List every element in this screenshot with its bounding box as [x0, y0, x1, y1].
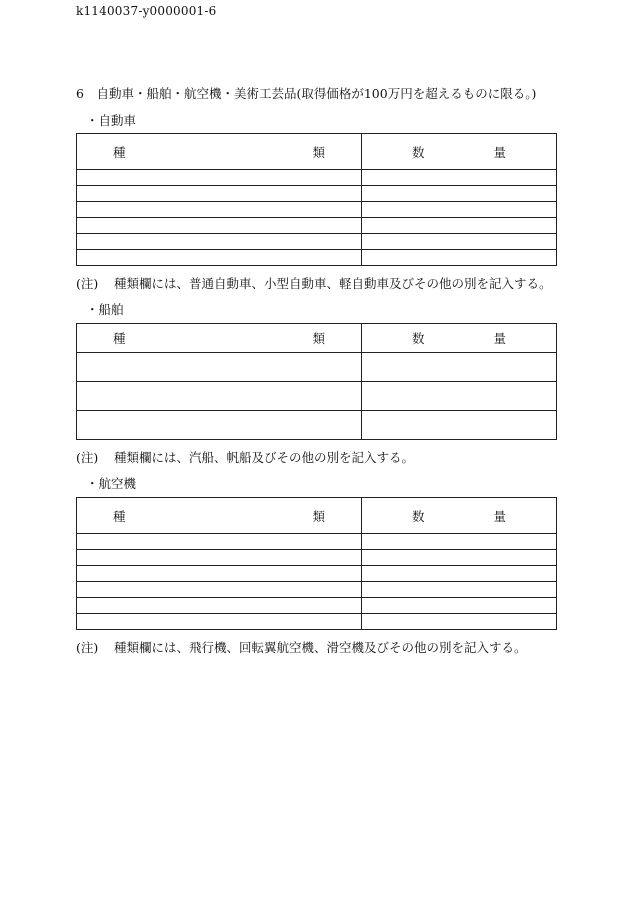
aircraft-note-text: 種類欄には、飛行機、回転翼航空機、滑空機及びその他の別を記入する。 [114, 640, 527, 655]
kind-header [77, 324, 362, 353]
quantity-cell[interactable] [362, 218, 557, 234]
quantity-header-char2: 量 [493, 144, 506, 160]
note-mark: (注) [76, 450, 99, 465]
quantity-cell[interactable] [362, 382, 557, 411]
ship-section-label: ・船舶 [86, 302, 124, 317]
quantity-cell[interactable] [362, 411, 557, 440]
kind-header-char2: 類 [312, 331, 325, 346]
quantity-header-char2: 量 [493, 331, 506, 346]
aircraft-section-label: ・航空機 [86, 476, 137, 491]
table-row [77, 382, 557, 411]
note-mark: (注) [76, 640, 99, 655]
table-row [77, 411, 557, 440]
table-row [77, 550, 557, 566]
document-id: k1140037-y0000001-6 [76, 4, 217, 18]
table-row [77, 202, 557, 218]
kind-header-char2: 類 [312, 508, 325, 524]
kind-cell[interactable] [77, 250, 362, 266]
kind-cell[interactable] [77, 598, 362, 614]
kind-header-char1: 種 [113, 331, 126, 346]
aircraft-note [76, 638, 527, 656]
car-table [76, 133, 557, 266]
kind-cell[interactable] [77, 186, 362, 202]
ship-note [76, 448, 414, 466]
kind-header-char1: 種 [113, 144, 126, 160]
table-row [77, 353, 557, 382]
table-row [77, 234, 557, 250]
table-row [77, 218, 557, 234]
quantity-cell[interactable] [362, 566, 557, 582]
quantity-header [362, 324, 557, 353]
car-table-header [77, 134, 557, 170]
kind-cell[interactable] [77, 382, 362, 411]
quantity-cell[interactable] [362, 550, 557, 566]
quantity-cell[interactable] [362, 170, 557, 186]
quantity-cell[interactable] [362, 250, 557, 266]
aircraft-table-header [77, 498, 557, 534]
quantity-cell[interactable] [362, 534, 557, 550]
kind-cell[interactable] [77, 582, 362, 598]
quantity-cell[interactable] [362, 353, 557, 382]
table-row [77, 186, 557, 202]
kind-header-char1: 種 [113, 508, 126, 524]
car-section-label: ・自動車 [86, 113, 137, 128]
quantity-header-char1: 数 [412, 508, 425, 524]
ship-table-header [77, 324, 557, 353]
kind-cell[interactable] [77, 534, 362, 550]
kind-cell[interactable] [77, 411, 362, 440]
table-row [77, 598, 557, 614]
quantity-header-char1: 数 [412, 144, 425, 160]
quantity-cell[interactable] [362, 202, 557, 218]
table-row [77, 534, 557, 550]
section-title: 6 自動車・船舶・航空機・美術工芸品(取得価格が100万円を超えるものに限る。) [76, 86, 537, 101]
table-row [77, 614, 557, 630]
table-row [77, 582, 557, 598]
quantity-cell[interactable] [362, 614, 557, 630]
quantity-cell[interactable] [362, 186, 557, 202]
aircraft-table [76, 497, 557, 630]
ship-table [76, 323, 557, 440]
kind-header-char2: 類 [312, 144, 325, 160]
car-note-text: 種類欄には、普通自動車、小型自動車、軽自動車及びその他の別を記入する。 [114, 276, 552, 291]
quantity-cell[interactable] [362, 598, 557, 614]
ship-note-text: 種類欄には、汽船、帆船及びその他の別を記入する。 [114, 450, 415, 465]
kind-cell[interactable] [77, 170, 362, 186]
table-row [77, 170, 557, 186]
quantity-cell[interactable] [362, 582, 557, 598]
kind-header [77, 498, 362, 534]
quantity-header [362, 134, 557, 170]
note-mark: (注) [76, 276, 99, 291]
quantity-header-char2: 量 [493, 508, 506, 524]
kind-cell[interactable] [77, 218, 362, 234]
kind-header [77, 134, 362, 170]
car-note [76, 274, 552, 292]
kind-cell[interactable] [77, 202, 362, 218]
quantity-header-char1: 数 [412, 331, 425, 346]
kind-cell[interactable] [77, 566, 362, 582]
kind-cell[interactable] [77, 550, 362, 566]
quantity-header [362, 498, 557, 534]
kind-cell[interactable] [77, 353, 362, 382]
quantity-cell[interactable] [362, 234, 557, 250]
kind-cell[interactable] [77, 614, 362, 630]
table-row [77, 250, 557, 266]
kind-cell[interactable] [77, 234, 362, 250]
table-row [77, 566, 557, 582]
